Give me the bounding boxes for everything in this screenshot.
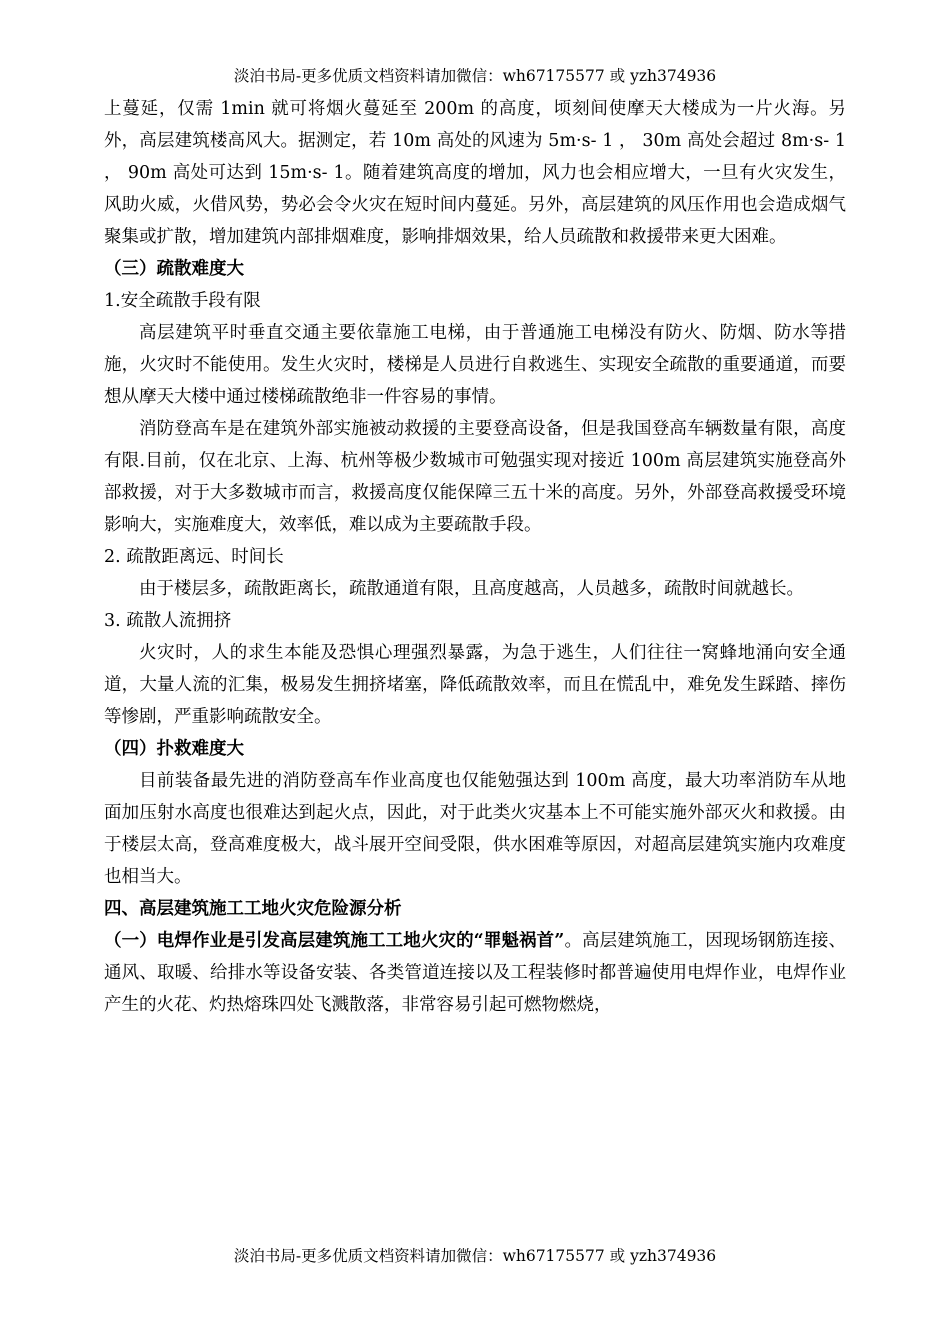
paragraph-firefighting: 目前装备最先进的消防登高车作业高度也仅能勉强达到 100m 高度，最大功率消防车从地面加压射水高度也很难达到起火点，因此，对于此类火灾基本上不可能实施外部灭火和救援。由于楼层太高，登高难度极大，战斗展开空间受限，供水困难等原因，对超高层建筑实施内攻难度也相当大。 — [104, 771, 846, 887]
heading-firefighting-difficulty: （四）扑救难度大 — [104, 739, 244, 759]
document-body — [104, 93, 846, 1021]
paragraph-wind-spread: 上蔓延，仅需 1min 就可将烟火蔓延至 200m 的高度，顷刻间使摩天大楼成为一片火海。另外，高层建筑楼高风大。据测定，若 10m 高处的风速为 5m·s- 1 ， 30m 高处会超过 8m·s- 1 ， 90m 高处可达到 15m·s- 1。随着建筑高度的增加，风力也会相应增大，一旦有火灾发生，风助火威，火借风势，势必会令火灾在短时间内蔓延。另外，高层建筑的风压作用也会造成烟气聚集或扩散，增加建筑内部排烟难度，影响排烟效果，给人员疏散和救援带来更大困难。 — [104, 99, 846, 247]
paragraph-welding — [104, 925, 846, 1021]
paragraph-evacuation-distance: 由于楼层多，疏散距离长，疏散通道有限，且高度越高，人员越多，疏散时间就越长。 — [139, 579, 804, 599]
welding-body-text: 。高层建筑施工，因现场钢筋连接、通风、取暖、给排水等设备安装、各类管道连接以及工程装修时都普遍使用电焊作业，电焊作业产生的火花、灼热熔珠四处飞溅散落，非常容易引起可燃物燃烧， — [104, 931, 847, 1015]
paragraph-aerial-ladder: 消防登高车是在建筑外部实施被动救援的主要登高设备，但是我国登高车辆数量有限，高度有限.目前，仅在北京、上海、杭州等极少数城市可勉强实现对接近 100m 高层建筑实施登高外部救援，对于大多数城市而言，救援高度仅能保障三五十米的高度。另外，外部登高救援受环境影响大，实施难度大，效率低，难以成为主要疏散手段。 — [104, 419, 846, 535]
list-item-evacuation-means: 1.安全疏散手段有限 — [104, 291, 261, 311]
page-footer: 淡泊书局-更多优质文档资料请加微信：wh67175577 或 yzh374936 — [233, 1247, 717, 1265]
heading-evacuation-difficulty: （三）疏散难度大 — [104, 259, 244, 279]
paragraph-stairs: 高层建筑平时垂直交通主要依靠施工电梯，由于普通施工电梯没有防火、防烟、防水等措施，火灾时不能使用。发生火灾时，楼梯是人员进行自救逃生、实现安全疏散的重要通道，而要想从摩天大楼中通过楼梯疏散绝非一件容易的事情。 — [104, 323, 846, 407]
list-item-crowding: 3. 疏散人流拥挤 — [104, 611, 232, 631]
paragraph-crowding: 火灾时，人的求生本能及恐惧心理强烈暴露，为急于逃生，人们往往一窝蜂地涌向安全通道，大量人流的汇集，极易发生拥挤堵塞，降低疏散效率，而且在慌乱中，难免发生踩踏、摔伤等惨剧，严重影响疏散安全。 — [104, 643, 846, 727]
section-heading-hazard-analysis: 四、高层建筑施工工地火灾危险源分析 — [104, 899, 402, 919]
list-item-evacuation-distance: 2. 疏散距离远、时间长 — [104, 547, 284, 567]
welding-lead-text: （一）电焊作业是引发高层建筑施工工地火灾的“罪魁祸首” — [104, 931, 565, 951]
page-header: 淡泊书局-更多优质文档资料请加微信：wh67175577 或 yzh374936 — [233, 67, 717, 85]
